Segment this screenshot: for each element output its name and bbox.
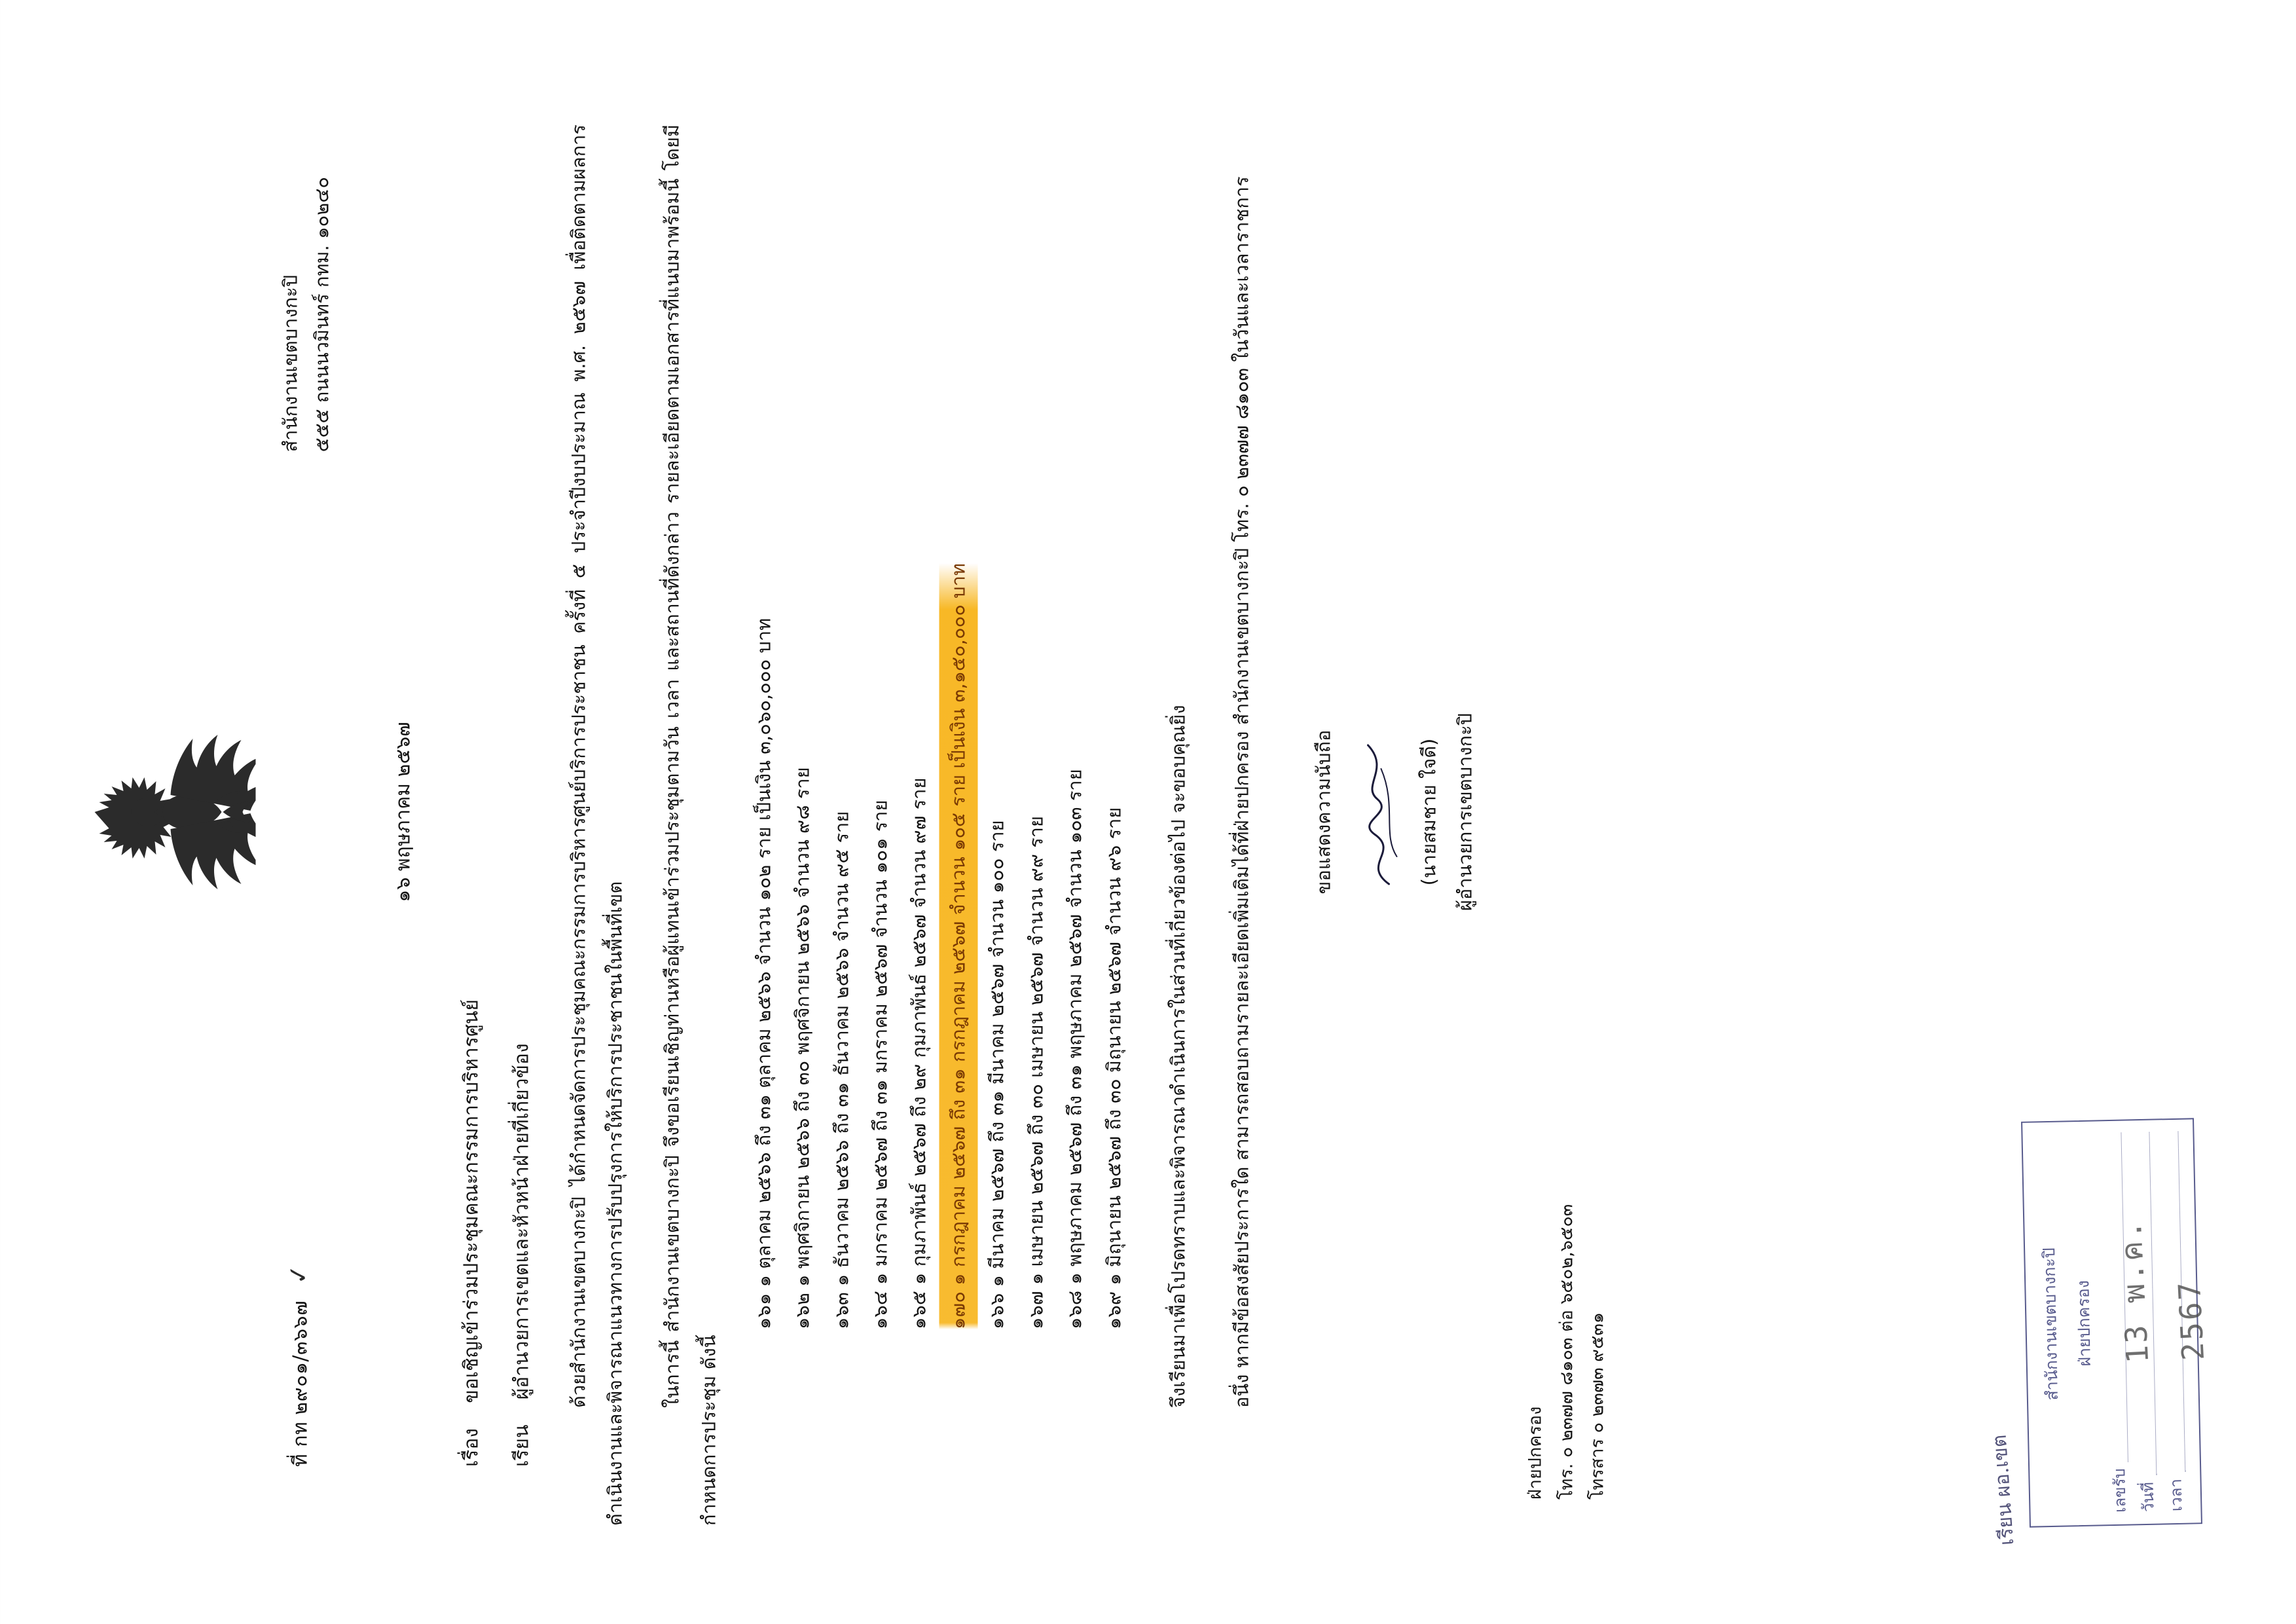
footer-fax: โทรสาร ๐ ๒๓๗๓ ๙๕๓๑ [1586,1312,1607,1500]
garuda-emblem-icon [85,714,255,910]
document-header [79,98,360,1526]
list-item: ๑๖๓ ๑ ธันวาคม ๒๕๖๖ ถึง ๓๑ ธันวาคม ๒๕๖๖ จำนวน ๙๕ ราย [829,811,852,1329]
signature-regards: ขอแสดงความนับถือ [1312,729,1335,895]
handwritten-checkmark: ✓ [282,1261,314,1287]
organization-address [275,177,338,452]
recipient-text: ผู้อำนวยการเขตและหัวหน้าฝ่ายที่เกี่ยวข้อง [510,1043,533,1400]
document-number-text: ที่ กท ๒๙๐๑/๓๖๖๗ [289,1300,312,1467]
organization-address-line: ๕๕๕ ถนนนวมินทร์ กทม. ๑๐๒๔๐ [310,177,333,452]
highlighted-list-item: ๑๗๐ ๑ กรกฎาคม ๒๕๖๗ ถึง ๓๑ กรกฎาคม ๒๕๖๗ จำนวน ๑๐๕ ราย เป็นเงิน ๓,๑๕๐,๐๐๐ บาท [939,563,977,1329]
subject-label: เรื่อง [459,1428,483,1467]
document-footer [1520,98,1613,1526]
received-stamp-label: วันที่ [2138,1481,2158,1513]
closing-paragraph-2: อนึ่ง หากมีข้อสงสัยประการใด สามารถสอบถามรายละเอียดเพิ่มเติมได้ที่ฝ่ายปกครอง สำนักงานเขตบางกะปิ โทร. ๐ ๒๓๗๗ ๘๑๐๓ ในวันและเวลาราชการ [1230,176,1252,1408]
received-stamp-title: สำนักงานเขตบางกะปิ [2039,1247,2062,1401]
list-item: ๑๖๗ ๑ เมษายน ๒๕๖๗ ถึง ๓๐ เมษายน ๒๕๖๗ จำนวน ๙๙ ราย [1024,815,1047,1329]
list-item: ๑๖๙ ๑ มิถุนายน ๒๕๖๗ ถึง ๓๐ มิถุนายน ๒๕๖๗ จำนวน ๙๖ ราย [1102,807,1125,1329]
document-date: ๑๖ พฤษภาคม ๒๕๖๗ [392,722,414,902]
received-stamp [2025,1120,2212,1526]
list-item: ๑๖๕ ๑ กุมภาพันธ์ ๒๕๖๗ ถึง ๒๙ กุมภาพันธ์ ๒๕๖๗ จำนวน ๙๗ ราย [907,777,930,1329]
footer-phone: โทร. ๐ ๒๓๗๗ ๘๑๐๓ ต่อ ๖๕๐๒,๖๕๐๓ [1556,1204,1576,1500]
signature-name: (นายสมชาย ใจดี) [1417,738,1440,886]
subject-text: ขอเชิญเข้าร่วมประชุมคณะกรรมการบริหารศูนย์ [459,999,483,1403]
body-paragraph-1: ด้วยสำนักงานเขตบางกะปิ ได้กำหนดจัดการประชุมคณะกรรมการบริหารศูนย์บริการประชาชน ครั้งที่ ๕ ประจำปีงบประมาณ พ.ศ. ๒๕๖๗ เพื่อติดตามผลการดำเนินงานและพิจารณาแนวทางการปรับปรุงการให้บริการประชาชนในพื้นที่เขต [566,124,627,1526]
list-item: ๑๖๒ ๑ พฤศจิกายน ๒๕๖๖ ถึง ๓๐ พฤศจิกายน ๒๕๖๖ จำนวน ๙๘ ราย [791,767,814,1329]
subject-line [453,98,490,1526]
list-item: ๑๖๑ ๑ ตุลาคม ๒๕๖๖ ถึง ๓๑ ตุลาคม ๒๕๖๖ จำนวน ๑๐๒ ราย เป็นเงิน ๓,๐๖๐,๐๐๐ บาท [752,618,774,1329]
body-paragraph-2: ในการนี้ สำนักงานเขตบางกะปิ จึงขอเรียนเชิญท่านหรือผู้แทนเข้าร่วมประชุมตามวัน เวลา และสถานที่ดังกล่าว รายละเอียดตามเอกสารที่แนบมาพร้อมนี้ โดยมีกำหนดการประชุม ดังนี้ [660,124,720,1526]
signature-scribble-icon [1355,98,1407,1526]
signature-block [1305,98,1483,1526]
closing-paragraph-1: จึงเรียนมาเพื่อโปรดทราบและพิจารณาดำเนินการในส่วนที่เกี่ยวข้องต่อไป จะขอบคุณยิ่ง [1167,705,1190,1408]
received-stamp-subtitle: ฝ่ายปกครอง [2073,1280,2094,1367]
list-item: ๑๖๔ ๑ มกราคม ๒๕๖๗ ถึง ๓๑ มกราคม ๒๕๖๗ จำนวน ๑๐๑ ราย [869,800,891,1329]
received-stamp-label: เลขรับ [2110,1468,2130,1513]
itemized-list [744,98,1133,1526]
received-date-stamp: 13 พ.ค. 2567 [2112,1218,2212,1365]
list-item: ๑๖๖ ๑ มีนาคม ๒๕๖๗ ถึง ๓๑ มีนาคม ๒๕๖๗ จำนวน ๑๐๐ ราย [985,820,1008,1329]
recipient-label: เรียน [510,1424,533,1467]
highlighted-list-row [939,98,977,1526]
list-item: ๑๖๘ ๑ พฤษภาคม ๒๕๖๗ ถึง ๓๑ พฤษภาคม ๒๕๖๗ จำนวน ๑๐๓ ราย [1063,769,1086,1329]
handwritten-note: เรียน ผอ.เขต [1987,1433,2018,1547]
recipient-line [503,98,540,1526]
organization-name: สำนักงานเขตบางกะปิ [279,274,301,452]
received-stamp-label: เวลา [2166,1478,2186,1512]
footer-department: ฝ่ายปกครอง [1525,1406,1546,1500]
signature-title: ผู้อำนวยการเขตบางกะปิ [1453,712,1476,912]
document-number [275,1263,321,1467]
